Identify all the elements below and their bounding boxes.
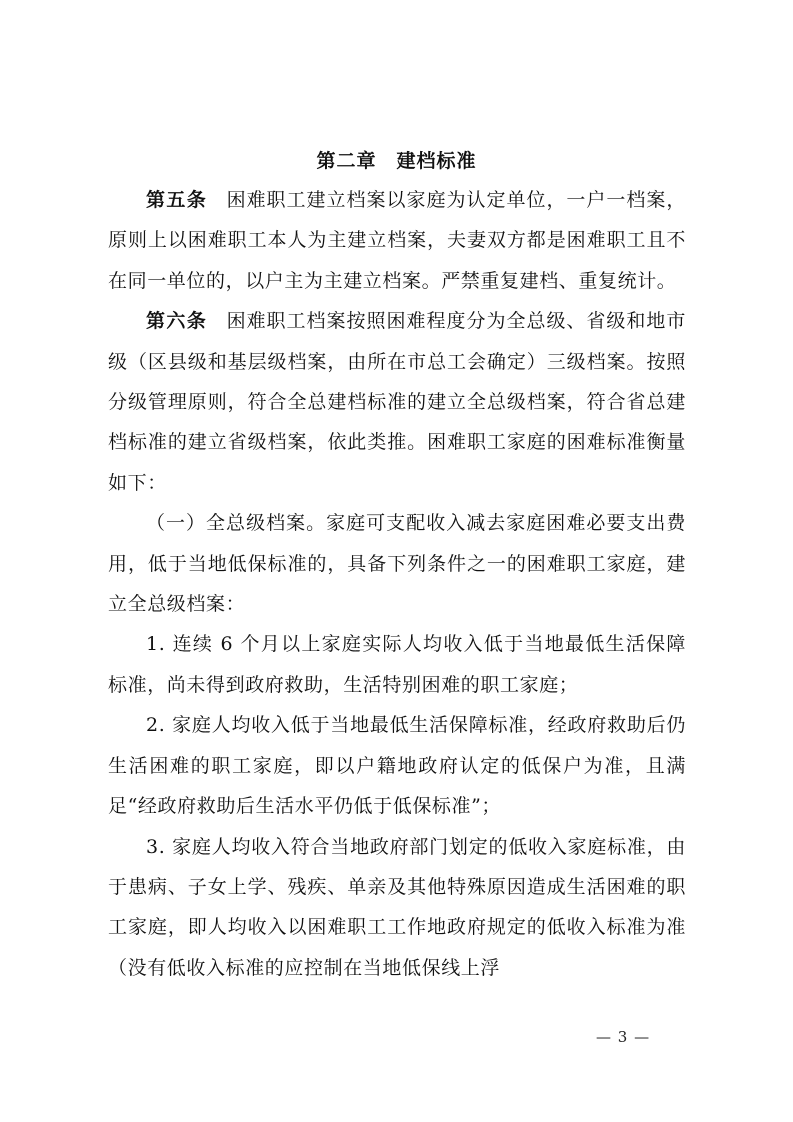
document-body xyxy=(108,180,686,988)
list-item-paragraph xyxy=(108,827,686,989)
list-item-paragraph xyxy=(108,624,686,705)
paragraph-text: 困难职工档案按照困难程度分为全总级、省级和地市级（区县级和基层级档案，由所在市总工会确定）三级档案。按照分级管理原则，符合全总建档标准的建立全总级档案，符合省总建档标准的建立省级档案，依此类推。困难职工家庭的困难标准衡量如下： xyxy=(108,310,686,494)
paragraph-text: 2. 家庭人均收入低于当地最低生活保障标准，经政府救助后仍生活困难的职工家庭，即以户籍地政府认定的低保户为准，且满足“经政府救助后生活水平仍低于低保标准”； xyxy=(108,714,686,818)
article-paragraph xyxy=(108,301,686,503)
paragraph-text: 困难职工建立档案以家庭为认定单位，一户一档案，原则上以困难职工本人为主建立档案，夫妻双方都是困难职工且不在同一单位的，以户主为主建立档案。严禁重复建档、重复统计。 xyxy=(108,189,686,292)
chapter-title: 第二章 建档标准 xyxy=(316,150,477,172)
paragraph-text: 1. 连续 6 个月以上家庭实际人均收入低于当地最低生活保障标准，尚未得到政府救助，生活特别困难的职工家庭； xyxy=(108,633,686,696)
paragraph-text: （一）全总级档案。家庭可支配收入减去家庭困难必要支出费用，低于当地低保标准的，具备下列条件之一的困难职工家庭，建立全总级档案： xyxy=(108,512,686,616)
page-number: — 3 — xyxy=(596,1028,651,1046)
clause-paragraph xyxy=(108,503,686,624)
list-item-paragraph xyxy=(108,705,686,826)
article-number: 第六条 xyxy=(146,310,208,333)
article-number: 第五条 xyxy=(146,189,208,211)
article-paragraph xyxy=(108,180,686,301)
paragraph-text: 3. 家庭人均收入符合当地政府部门划定的低收入家庭标准，由于患病、子女上学、残疾、单亲及其他特殊原因造成生活困难的职工家庭，即人均收入以困难职工工作地政府规定的低收入标准为准（没有低收入标准的应控制在当地低保线上浮 xyxy=(108,835,686,979)
